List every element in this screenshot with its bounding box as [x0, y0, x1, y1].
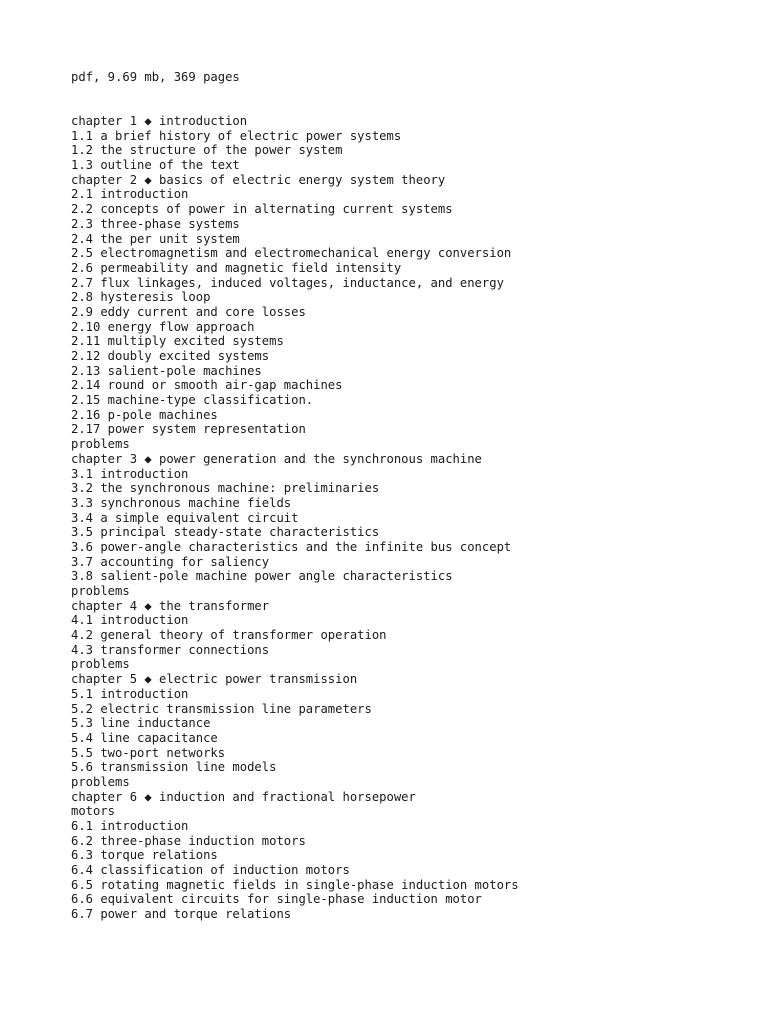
toc-entry: 2.1 introduction	[71, 187, 189, 202]
toc-entry: 2.10 energy flow approach	[71, 319, 255, 334]
toc-chapter-heading: chapter 5 ◆ electric power transmission	[71, 672, 358, 687]
toc-problems-entry: problems	[71, 774, 130, 789]
toc-entry: 3.7 accounting for saliency	[71, 554, 270, 569]
toc-entry: 6.4 classification of induction motors	[71, 863, 350, 878]
toc-entry: 2.17 power system representation	[71, 422, 306, 437]
toc-entry: 5.3 line inductance	[71, 716, 211, 731]
toc-chapter-heading: chapter 2 ◆ basics of electric energy system theory	[71, 172, 446, 187]
toc-entry: 2.8 hysteresis loop	[71, 290, 211, 305]
toc-entry: 2.6 permeability and magnetic field intensity	[71, 260, 402, 275]
toc-entry: 5.4 line capacitance	[71, 730, 218, 745]
toc-entry: 2.16 p-pole machines	[71, 407, 218, 422]
toc-entry: 4.1 introduction	[71, 613, 189, 628]
toc-chapter-heading: chapter 4 ◆ the transformer	[71, 598, 270, 613]
toc-problems-entry: problems	[71, 584, 130, 598]
toc-entry: 3.6 power-angle characteristics and the infinite bus concept	[71, 539, 512, 554]
toc-entry: 2.2 concepts of power in alternating current systems	[71, 202, 453, 217]
toc-entry: 1.3 outline of the text	[71, 158, 240, 173]
toc-entry: 2.5 electromagnetism and electromechanical energy conversion	[71, 246, 512, 261]
toc-entry: 3.1 introduction	[71, 466, 189, 481]
toc-chapter-heading: chapter 6 ◆ induction and fractional horsepower	[71, 789, 416, 804]
toc-entry: 2.9 eddy current and core losses	[71, 304, 306, 319]
toc-chapter-heading: chapter 1 ◆ introduction	[71, 114, 248, 128]
toc-entry: 3.5 principal steady-state characteristics	[71, 525, 380, 540]
toc-entry: 5.2 electric transmission line parameters	[71, 701, 372, 716]
file-info: pdf, 9.69 mb, 369 pages	[71, 70, 240, 84]
toc-entry: 3.4 a simple equivalent circuit	[71, 510, 299, 525]
toc-entry: 3.3 synchronous machine fields	[71, 495, 292, 510]
table-of-contents	[71, 114, 519, 922]
toc-entry: 6.1 introduction	[71, 819, 189, 833]
toc-entry: 3.8 salient-pole machine power angle characteristics	[71, 569, 453, 584]
toc-entry: 1.2 the structure of the power system	[71, 143, 343, 158]
toc-entry: 6.3 torque relations	[71, 848, 218, 863]
toc-chapter-heading: chapter 3 ◆ power generation and the synchronous machine	[71, 451, 482, 466]
toc-entry: 6.6 equivalent circuits for single-phase induction motor	[71, 892, 482, 907]
toc-problems-entry: problems	[71, 657, 130, 672]
toc-problems-entry: problems	[71, 437, 130, 452]
toc-entry: 2.3 three-phase systems	[71, 216, 240, 231]
toc-entry: 1.1 a brief history of electric power systems	[71, 128, 402, 143]
toc-entry: 2.11 multiply excited systems	[71, 334, 284, 349]
toc-entry: 5.5 two-port networks	[71, 745, 226, 760]
toc-entry: 5.6 transmission line models	[71, 760, 277, 775]
toc-entry: 4.3 transformer connections	[71, 642, 270, 657]
toc-entry: 6.7 power and torque relations	[71, 907, 292, 922]
toc-entry: 2.7 flux linkages, induced voltages, inductance, and energy	[71, 275, 504, 290]
toc-entry: 3.2 the synchronous machine: preliminaries	[71, 481, 380, 496]
toc-entry: 2.15 machine-type classification.	[71, 393, 314, 408]
toc-entry: 6.2 three-phase induction motors	[71, 833, 306, 848]
toc-entry: 2.14 round or smooth air-gap machines	[71, 378, 343, 393]
toc-entry: motors	[71, 804, 116, 819]
toc-entry: 4.2 general theory of transformer operation	[71, 628, 387, 643]
toc-entry: 2.13 salient-pole machines	[71, 363, 262, 378]
toc-entry: 2.4 the per unit system	[71, 231, 240, 246]
toc-entry: 5.1 introduction	[71, 686, 189, 701]
toc-entry: 2.12 doubly excited systems	[71, 349, 270, 363]
toc-entry: 6.5 rotating magnetic fields in single-phase induction motors	[71, 877, 519, 892]
